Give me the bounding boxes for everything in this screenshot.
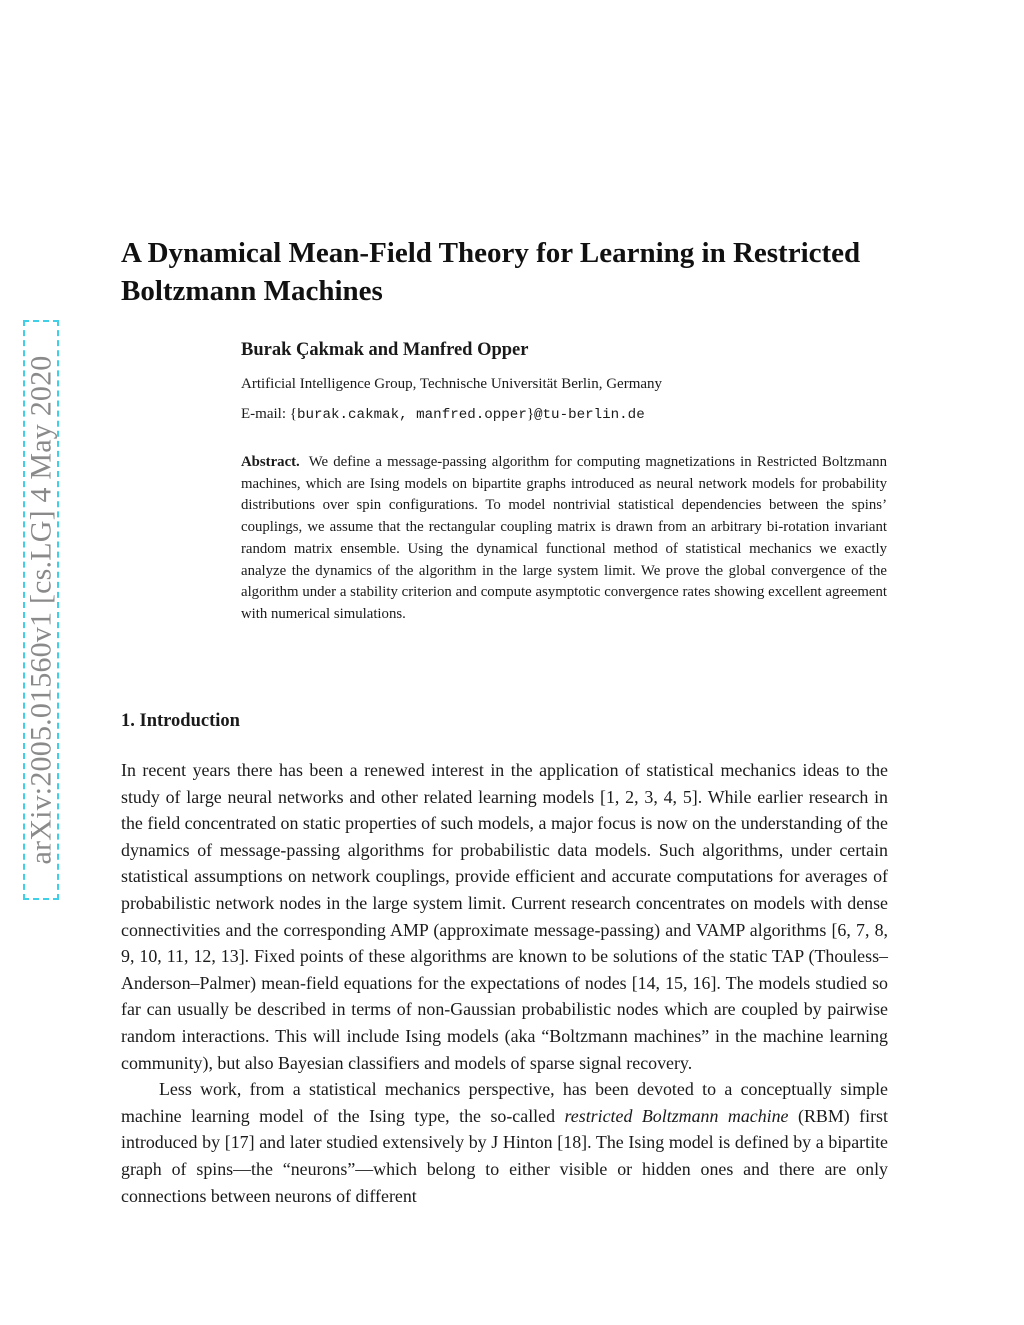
email-domain: @tu-berlin.de — [534, 407, 645, 423]
body-text — [121, 757, 888, 1209]
email-line — [241, 406, 645, 423]
arxiv-id: arXiv:2005.01560v1 [cs.LG] 4 May 2020 — [24, 355, 57, 865]
paper-title: A Dynamical Mean-Field Theory for Learning in Restricted Boltzmann Machines — [121, 237, 861, 307]
authors: Burak Çakmak and Manfred Opper — [241, 340, 529, 360]
affiliation: Artificial Intelligence Group, Technische Universität Berlin, Germany — [241, 376, 663, 392]
paragraph-2-end: (RBM) first introduced by [17] and later studied extensively by J Hinton [18]. The Ising model is defined by a bipartite graph of spins—the “neurons”—which belong to either visible or hidden ones and there are only connections between neurons of different — [121, 1105, 888, 1206]
abstract-text: We define a message-passing algorithm for computing magnetizations in Restricted Boltzmann machines, which are Ising models on bipartite graphs introduced as neural network models for probability distributions over spin configurations. To model nontrivial statistical dependencies between the spins’ couplings, we assume that the rectangular coupling matrix is drawn from an arbitrary bi-rotation invariant random matrix ensemble. Using the dynamical functional method of statistical mechanics we exactly analyze the dynamics of the algorithm in the large system limit. We prove the global convergence of the algorithm under a stability criterion and compute asymptotic convergence rates showing excellent agreement with numerical simulations. — [241, 454, 887, 622]
paragraph-2-term: restricted Boltzmann machine — [564, 1105, 789, 1126]
paragraph-2 — [121, 1076, 888, 1209]
arxiv-stamp — [23, 320, 59, 900]
email-names: burak.cakmak, manfred.opper — [296, 407, 527, 423]
email-close-brace: } — [526, 406, 535, 422]
paragraph-2-start: Less work, from a statistical mechanics perspective, has been devoted to a conceptually simple machine learning model of the Ising type, the so-called — [121, 1079, 888, 1126]
abstract-label: Abstract. — [241, 454, 300, 470]
paragraph-1: In recent years there has been a renewed interest in the application of statistical mechanics ideas to the study of large neural networks and other related learning models [1, 2, 3, 4, 5]. While earlier research in the field concentrated on static properties of such models, a major focus is now on the understanding of the dynamics of message-passing algorithms for probabilistic data models. Such algorithms, under certain statistical assumptions on network couplings, provide efficient and accurate computations for averages of probabilistic network nodes in the large system limit. Current research concentrates on models with dense connectivities and the corresponding AMP (approximate message-passing) and VAMP algorithms [6, 7, 8, 9, 10, 11, 12, 13]. Fixed points of these algorithms are known to be solutions of the static TAP (Thouless–Anderson–Palmer) mean-field equations for the expectations of nodes [14, 15, 16]. The models studied so far can usually be described in terms of non-Gaussian probabilistic nodes which are coupled by pairwise random interactions. This will include Ising models (aka “Boltzmann machines” in the machine learning community), but also Bayesian classifiers and models of sparse signal recovery. — [121, 760, 888, 1073]
email-prefix: E-mail: — [241, 406, 290, 422]
abstract — [241, 452, 887, 626]
email-open-brace: { — [289, 406, 297, 422]
section-heading: 1. Introduction — [121, 711, 240, 731]
